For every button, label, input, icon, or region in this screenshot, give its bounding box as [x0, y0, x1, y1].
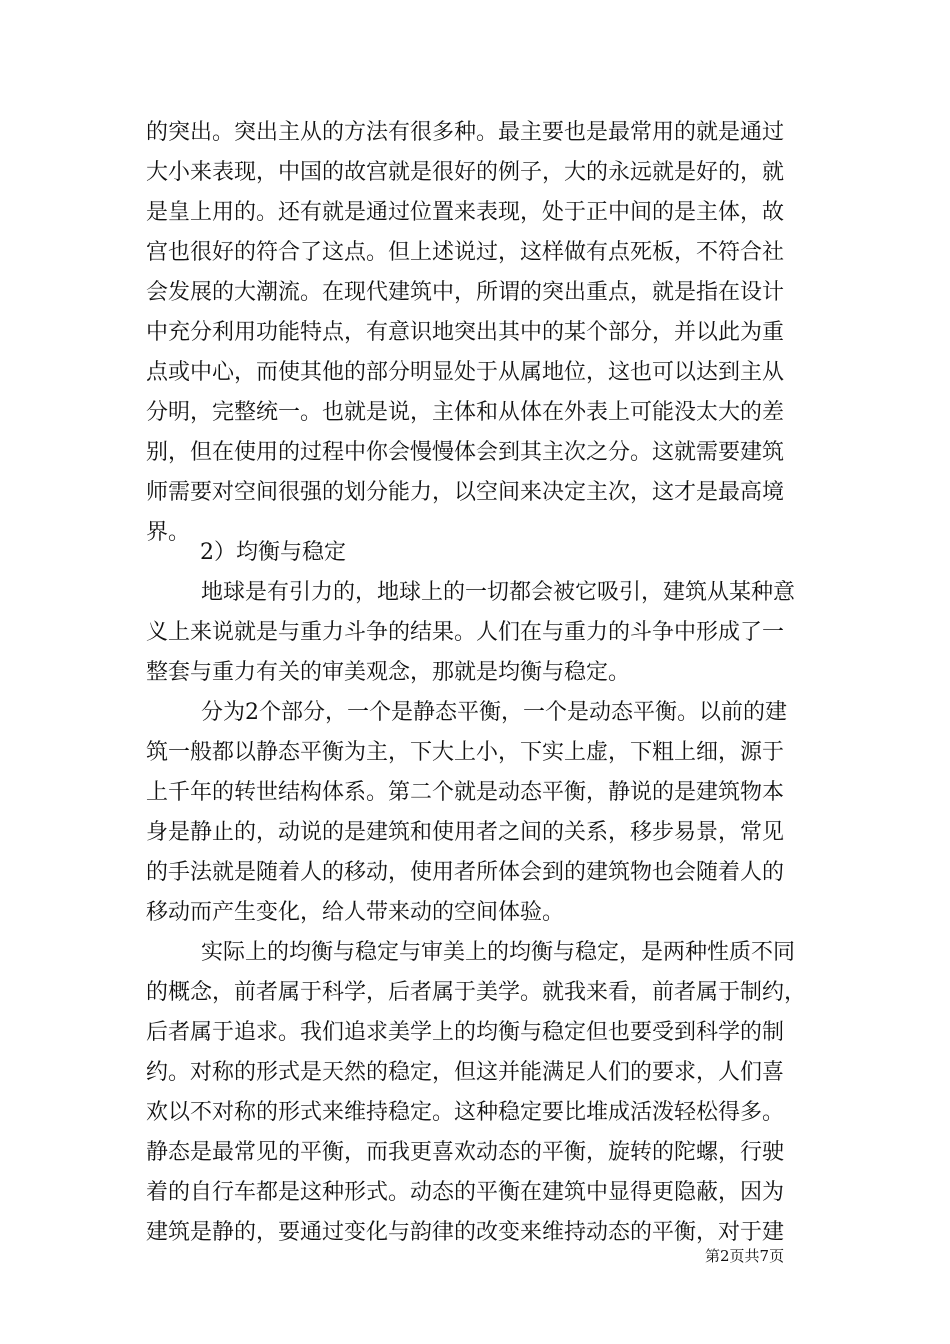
text-line: 分明，完整统一。也就是说，主体和从体在外表上可能没太大的差 [146, 400, 785, 425]
text-line: 别，但在使用的过程中你会慢慢体会到其主次之分。这就需要建筑 [146, 440, 785, 465]
page-footer [0, 1244, 950, 1268]
text-line: 着的自行车都是这种形式。动态的平衡在建筑中显得更隐蔽，因为 [146, 1180, 785, 1205]
text-line: 的手法就是随着人的移动，使用者所体会到的建筑物也会随着人的 [146, 860, 785, 885]
page-number: 第2页共7页 [705, 1247, 785, 1265]
text-line: 界。 [146, 520, 191, 545]
text-line: 的概念，前者属于科学，后者属于美学。就我来看，前者属于制约， [146, 980, 807, 1005]
text-line: 宫也很好的符合了这点。但上述说过，这样做有点死板，不符合社 [146, 240, 785, 265]
section-heading: 2）均衡与稳定 [200, 540, 346, 565]
text-line: 师需要对空间很强的划分能力，以空间来决定主次，这才是最高境 [146, 480, 785, 505]
text-line: 会发展的大潮流。在现代建筑中，所谓的突出重点，就是指在设计 [146, 280, 785, 305]
text-line: 义上来说就是与重力斗争的结果。人们在与重力的斗争中形成了一 [146, 620, 785, 645]
text-line: 地球是有引力的，地球上的一切都会被它吸引，建筑从某种意 [201, 580, 796, 605]
text-line: 建筑是静的，要通过变化与韵律的改变来维持动态的平衡，对于建 [146, 1220, 785, 1245]
text-line: 静态是最常见的平衡，而我更喜欢动态的平衡，旋转的陀螺，行驶 [146, 1140, 785, 1165]
text-line: 约。对称的形式是天然的稳定，但这并能满足人们的要求，人们喜 [146, 1060, 785, 1085]
text-line: 上千年的转世结构体系。第二个就是动态平衡，静说的是建筑物本 [146, 780, 785, 805]
text-line: 大小来表现，中国的故宫就是很好的例子，大的永远就是好的，就 [146, 160, 785, 185]
text-line: 的突出。突出主从的方法有很多种。最主要也是最常用的就是通过 [146, 120, 785, 145]
text-line: 身是静止的，动说的是建筑和使用者之间的关系，移步易景，常见 [146, 820, 785, 845]
text-line: 筑一般都以静态平衡为主，下大上小，下实上虚，下粗上细，源于 [146, 740, 785, 765]
text-line: 分为2个部分，一个是静态平衡，一个是动态平衡。以前的建 [201, 700, 787, 725]
text-line: 后者属于追求。我们追求美学上的均衡与稳定但也要受到科学的制 [146, 1020, 785, 1045]
text-line: 是皇上用的。还有就是通过位置来表现，处于正中间的是主体，故 [146, 200, 785, 225]
text-line: 移动而产生变化，给人带来动的空间体验。 [146, 900, 565, 925]
text-line: 点或中心，而使其他的部分明显处于从属地位，这也可以达到主从 [146, 360, 785, 385]
text-line: 整套与重力有关的审美观念，那就是均衡与稳定。 [146, 660, 631, 685]
text-line: 欢以不对称的形式来维持稳定。这种稳定要比堆成活泼轻松得多。 [146, 1100, 785, 1125]
text-line: 实际上的均衡与稳定与审美上的均衡与稳定，是两种性质不同 [201, 940, 796, 965]
text-line: 中充分利用功能特点，有意识地突出其中的某个部分，并以此为重 [146, 320, 785, 345]
